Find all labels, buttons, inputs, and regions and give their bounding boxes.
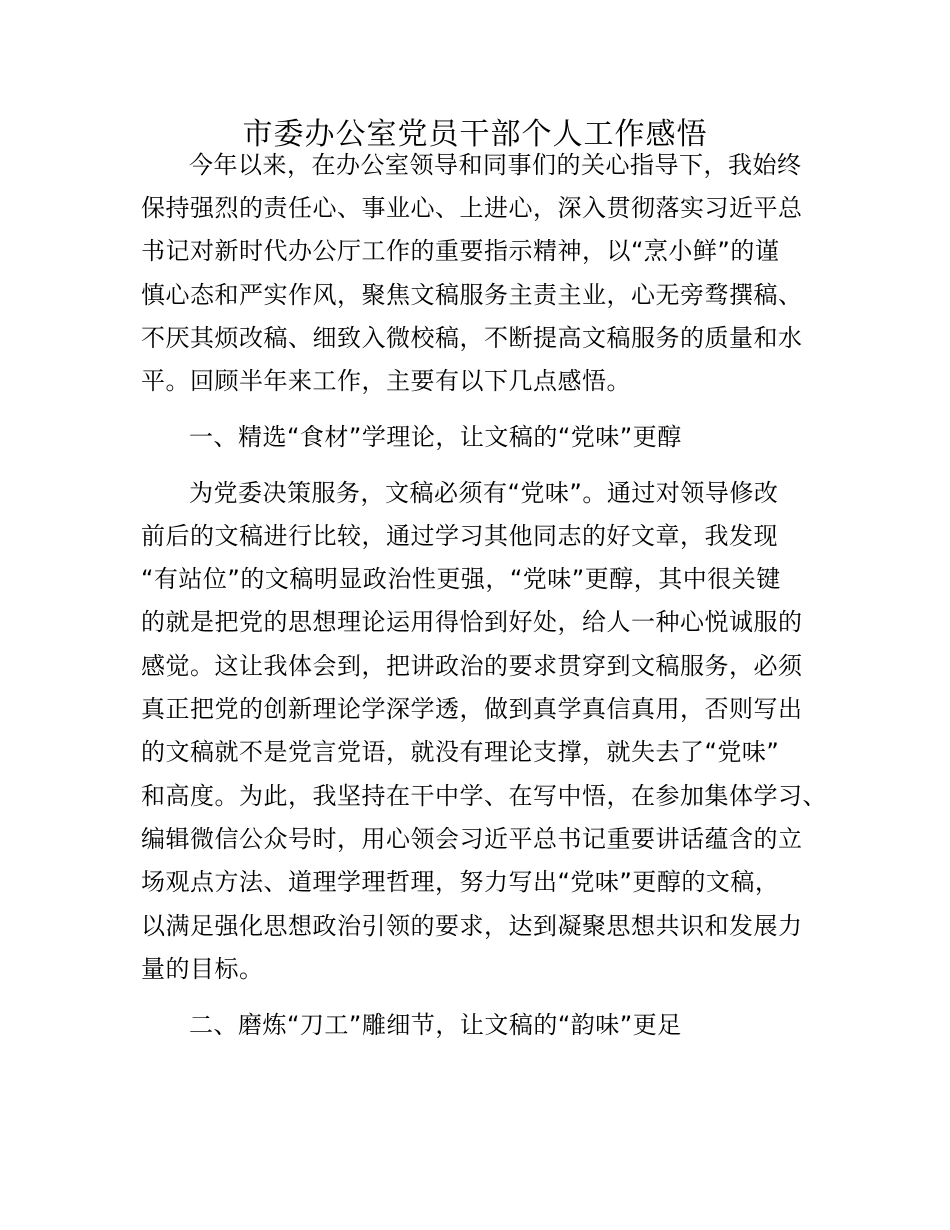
section-1-paragraph-line: 的就是把党的思想理论运用得恰到好处，给人一种心悦诚服的	[141, 608, 803, 636]
section-1-paragraph-line: 的文稿就不是党言党语，就没有理论支撑，就失去了“党味”	[141, 738, 780, 766]
section-1-paragraph-line: 前后的文稿进行比较，通过学习其他同志的好文章，我发现	[141, 522, 778, 550]
intro-paragraph-line: 书记对新时代办公厅工作的重要指示精神，以“烹小鲜”的谨	[141, 237, 780, 265]
section-1-paragraph-line: 为党委决策服务，文稿必须有“党味”。通过对领导修改	[189, 479, 779, 507]
intro-paragraph-line: 今年以来，在办公室领导和同事们的关心指导下，我始终	[189, 151, 802, 179]
section-1-paragraph-line: 编辑微信公众号时，用心领会习近平总书记重要讲话蕴含的立	[141, 825, 803, 853]
section-1-paragraph-line: 和高度。为此，我坚持在干中学、在写中悟，在参加集体学习、	[141, 782, 827, 810]
document-title: 市委办公室党员干部个人工作感悟	[242, 117, 708, 152]
section-1-paragraph-line: 真正把党的创新理论学深学透，做到真学真信真用，否则写出	[141, 695, 803, 723]
intro-paragraph-line: 不厌其烦改稿、细致入微校稿，不断提高文稿服务的质量和水	[141, 324, 803, 352]
intro-paragraph-line: 保持强烈的责任心、事业心、上进心，深入贯彻落实习近平总	[141, 194, 803, 222]
section-1-paragraph-line: “有站位”的文稿明显政治性更强，“党味”更醇，其中很关键	[141, 565, 781, 593]
section-1-paragraph-line: 场观点方法、道理学理哲理，努力写出“党味”更醇的文稿，	[141, 868, 780, 896]
section-1-paragraph-line: 感觉。这让我体会到，把讲政治的要求贯穿到文稿服务，必须	[141, 652, 803, 680]
section-heading-2: 二、磨炼“刀工”雕细节，让文稿的“韵味”更足	[189, 1011, 682, 1039]
intro-paragraph-line: 平。回顾半年来工作，主要有以下几点感悟。	[141, 367, 631, 395]
intro-paragraph-line: 慎心态和严实作风，聚焦文稿服务主责主业，心无旁骛撰稿、	[141, 281, 803, 309]
section-1-paragraph-line: 以满足强化思想政治引领的要求，达到凝聚思想共识和发展力	[141, 912, 803, 940]
section-1-paragraph-line: 量的目标。	[141, 955, 264, 983]
section-heading-1: 一、精选“食材”学理论，让文稿的“党味”更醇	[189, 423, 682, 451]
